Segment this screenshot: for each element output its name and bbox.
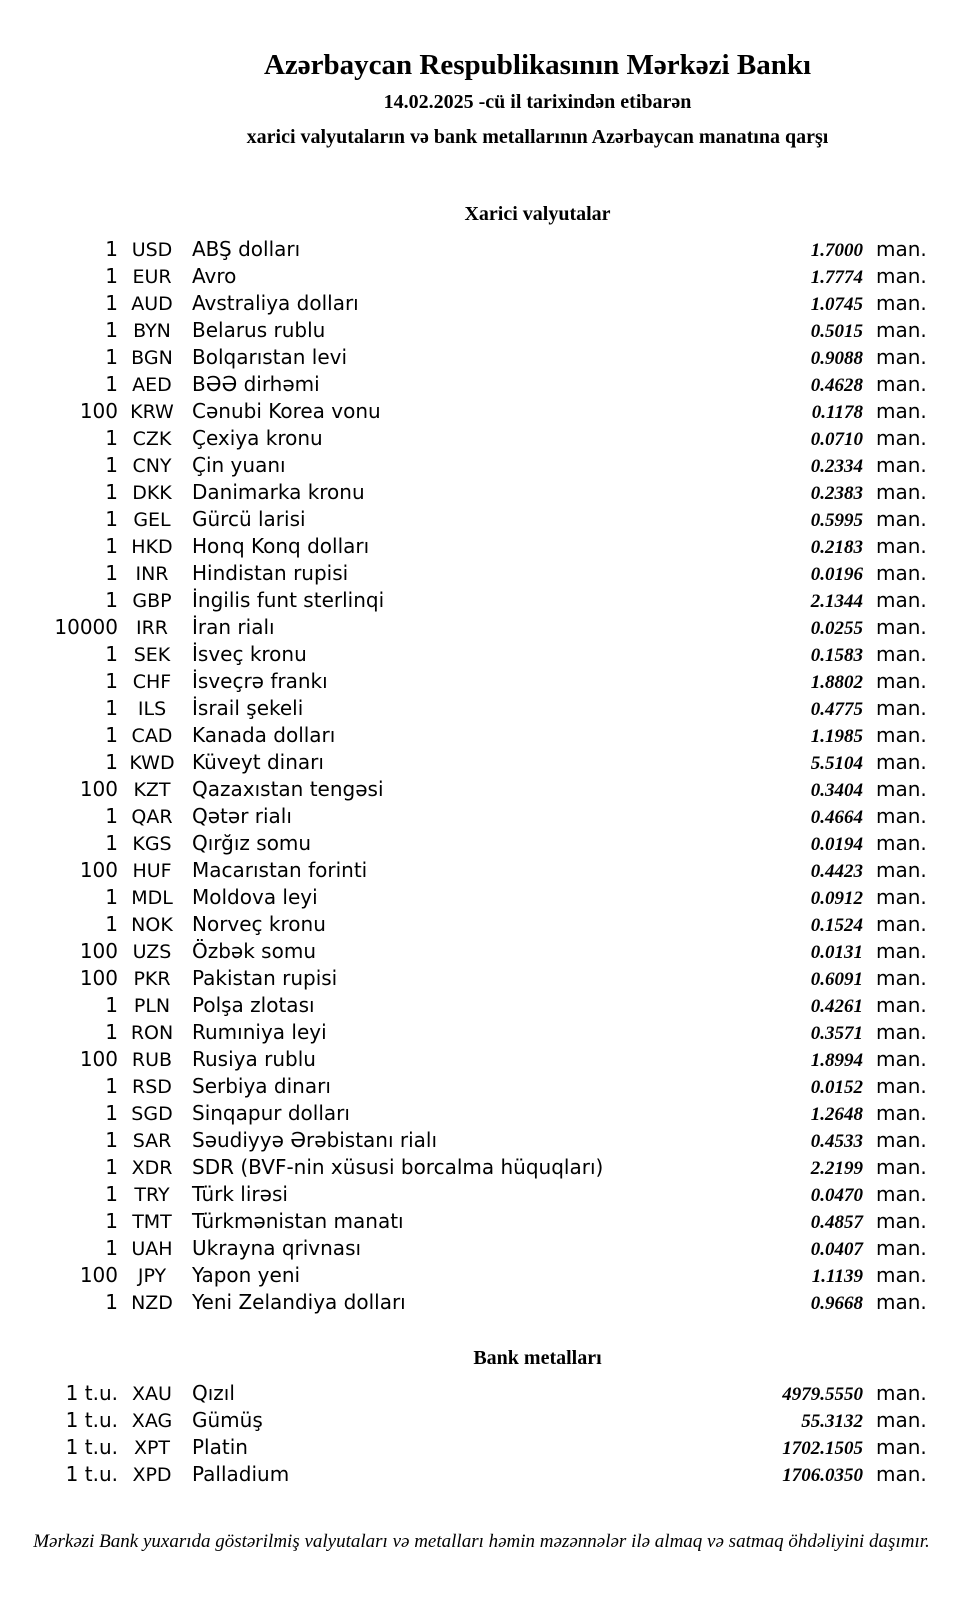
manat-unit-label: man. [876,1020,927,1044]
rate-value: 1.1139 [811,1266,863,1287]
currency-name: Rumıniya leyi [192,1020,327,1044]
rate-value: 1.8994 [810,1050,863,1071]
rate-value: 0.0131 [810,942,863,963]
rate-value: 0.1583 [810,645,863,666]
rate-value: 1706.0350 [782,1465,863,1486]
quantity-value: 1 [105,1101,118,1125]
currency-name: ABŞ dolları [192,237,301,261]
currency-code: RSD [132,1076,172,1098]
rate-value: 0.1524 [810,915,863,936]
metals-section-heading: Bank metalları [473,1347,602,1369]
rate-row [0,452,928,479]
quantity-value: 100 [79,399,118,423]
currency-code: SEK [133,644,171,666]
currency-code: KWD [129,752,175,774]
currency-code: EUR [132,266,172,288]
currency-code: HUF [132,860,172,882]
rate-value: 0.4261 [810,996,863,1017]
quantity-value: 1 t.u. [65,1381,118,1405]
rate-row [0,803,928,830]
rate-row [0,614,928,641]
manat-unit-label: man. [876,426,927,450]
currency-code: RON [130,1022,174,1044]
currency-code: MDL [131,887,173,909]
currency-name: Səudiyyə Ərəbistanı rialı [192,1128,438,1152]
manat-unit-label: man. [876,1209,927,1233]
currency-name: Macarıstan forinti [192,858,368,882]
currency-code: PLN [133,995,171,1017]
rate-row [0,1407,928,1434]
currency-name: Gürcü larisi [192,507,306,531]
manat-unit-label: man. [876,264,927,288]
quantity-value: 1 [105,426,118,450]
quantity-value: 100 [79,966,118,990]
manat-unit-label: man. [876,669,927,693]
rate-row [0,992,928,1019]
currency-name: Danimarka kronu [192,480,365,504]
quantity-value: 1 [105,1182,118,1206]
manat-unit-label: man. [876,1074,927,1098]
currency-name: Ukrayna qrivnası [192,1236,362,1260]
rate-value: 0.0194 [810,834,863,855]
currency-name: BƏƏ dirhəmi [192,372,320,396]
rate-value: 1.2648 [810,1104,863,1125]
quantity-value: 1 [105,588,118,612]
currency-name: Yapon yeni [192,1263,301,1287]
rate-value: 2.2199 [810,1158,863,1179]
currency-name: Norveç kronu [192,912,326,936]
currency-name: Qətər rialı [192,804,292,828]
currency-name: İsveç kronu [192,642,307,666]
quantity-value: 100 [79,1047,118,1071]
rate-row [0,1289,928,1316]
currency-name: İran rialı [192,615,275,639]
manat-unit-label: man. [876,966,927,990]
rate-value: 0.9088 [810,348,863,369]
currencies-section-heading: Xarici valyutalar [464,203,611,225]
currency-name: Sinqapur dolları [192,1101,350,1125]
manat-unit-label: man. [876,750,927,774]
manat-unit-label: man. [876,237,927,261]
manat-unit-label: man. [876,1462,927,1486]
quantity-value: 1 [105,831,118,855]
rate-row [0,425,928,452]
rate-row [0,1154,928,1181]
quantity-value: 1 [105,534,118,558]
quantity-value: 10000 [54,615,118,639]
manat-unit-label: man. [876,1128,927,1152]
disclaimer-text: Mərkəzi Bank yuxarıda göstərilmiş valyutaları və metalları həmin məzənnələr ilə almaq və satmaq öhdəliyini daşımır. [33,1531,930,1552]
rate-row [0,830,928,857]
quantity-value: 1 [105,480,118,504]
manat-unit-label: man. [876,507,927,531]
currency-code: XAG [131,1410,173,1432]
quantity-value: 1 [105,291,118,315]
rate-row [0,1100,928,1127]
currency-name: Türkmənistan manatı [192,1209,404,1233]
rate-row [0,317,928,344]
currency-code: AED [132,374,172,396]
rate-row [0,479,928,506]
currency-code: IRR [135,617,168,639]
rate-value: 0.1178 [811,402,863,423]
quantity-value: 1 [105,723,118,747]
currency-code: UZS [132,941,172,963]
currency-name: Moldova leyi [192,885,318,909]
rate-value: 0.4533 [810,1131,863,1152]
currency-name: Hindistan rupisi [192,561,349,585]
currency-name: Çexiya kronu [192,426,323,450]
currency-name: Serbiya dinarı [192,1074,331,1098]
rate-value: 0.2383 [810,483,863,504]
rate-value: 0.4775 [810,699,863,720]
manat-unit-label: man. [876,1236,927,1260]
rate-value: 1702.1505 [782,1438,863,1459]
rate-row [0,1073,928,1100]
manat-unit-label: man. [876,858,927,882]
currency-name: Palladium [192,1462,290,1486]
rate-value: 55.3132 [801,1411,863,1432]
currency-name: Platin [192,1435,248,1459]
quantity-value: 1 [105,507,118,531]
quantity-value: 1 [105,804,118,828]
rate-row [0,1019,928,1046]
currency-name: Rusiya rublu [192,1047,316,1071]
currency-code: TMT [132,1211,172,1233]
rate-row [0,1046,928,1073]
manat-unit-label: man. [876,399,927,423]
rate-row [0,749,928,776]
quantity-value: 100 [79,777,118,801]
currency-name: Pakistan rupisi [192,966,338,990]
rate-row [0,776,928,803]
currency-code: BYN [133,320,171,342]
manat-unit-label: man. [876,1263,927,1287]
quantity-value: 1 [105,1236,118,1260]
currency-name: SDR (BVF-nin xüsusi borcalma hüquqları) [192,1155,604,1179]
rate-value: 0.2334 [810,456,863,477]
currency-code: CZK [132,428,172,450]
manat-unit-label: man. [876,588,927,612]
currency-code: XPT [133,1437,171,1459]
rate-value: 0.6091 [810,969,863,990]
rate-value: 0.0255 [810,618,863,639]
quantity-value: 1 [105,885,118,909]
currency-code: KZT [133,779,171,801]
rate-row [0,290,928,317]
rate-row [0,1181,928,1208]
rate-value: 0.4423 [810,861,863,882]
rate-value: 1.7000 [810,240,863,261]
rate-value: 0.5015 [810,321,863,342]
rate-value: 2.1344 [810,591,863,612]
rate-value: 0.4664 [810,807,863,828]
rate-row [0,938,928,965]
quantity-value: 1 [105,750,118,774]
quantity-value: 1 [105,1128,118,1152]
quantity-value: 1 t.u. [65,1462,118,1486]
manat-unit-label: man. [876,885,927,909]
currency-name: Avro [192,264,237,288]
rate-row [0,722,928,749]
currency-code: XDR [131,1157,173,1179]
rate-row [0,533,928,560]
currency-code: UAH [131,1238,173,1260]
rate-row [0,587,928,614]
manat-unit-label: man. [876,1381,927,1405]
currency-code: QAR [131,806,173,828]
quantity-value: 1 [105,669,118,693]
rate-row [0,1434,928,1461]
currency-name: Küveyt dinarı [192,750,324,774]
currency-code: SAR [132,1130,172,1152]
manat-unit-label: man. [876,291,927,315]
currency-code: XPD [132,1464,172,1486]
manat-unit-label: man. [876,1047,927,1071]
manat-unit-label: man. [876,561,927,585]
manat-unit-label: man. [876,480,927,504]
quantity-value: 100 [79,939,118,963]
manat-unit-label: man. [876,345,927,369]
manat-unit-label: man. [876,912,927,936]
currency-code: CAD [131,725,173,747]
currency-code: XAU [132,1383,172,1405]
currency-name: İsrail şekeli [192,696,304,720]
manat-unit-label: man. [876,1408,927,1432]
rate-value: 0.0470 [810,1185,863,1206]
quantity-value: 1 [105,1290,118,1314]
currency-code: NOK [131,914,173,936]
currencies-table [0,236,928,1316]
manat-unit-label: man. [876,372,927,396]
rate-row [0,884,928,911]
currency-name: Türk lirəsi [192,1182,288,1206]
rate-value: 0.4857 [810,1212,863,1233]
rate-value: 1.7774 [810,267,863,288]
currency-code: USD [131,239,173,261]
quantity-value: 1 [105,993,118,1017]
rate-row [0,695,928,722]
manat-unit-label: man. [876,615,927,639]
rate-row [0,911,928,938]
manat-unit-label: man. [876,696,927,720]
manat-unit-label: man. [876,993,927,1017]
metals-table [0,1380,928,1488]
manat-unit-label: man. [876,939,927,963]
quantity-value: 1 [105,696,118,720]
rate-value: 5.5104 [810,753,863,774]
rate-value: 4979.5550 [782,1384,863,1405]
page-subtitle: xarici valyutaların və bank metallarının Azərbaycan manatına qarşı [246,126,829,148]
quantity-value: 1 [105,453,118,477]
currency-name: Polşa zlotası [192,993,315,1017]
currency-code: SGD [131,1103,173,1125]
currency-code: NZD [131,1292,173,1314]
currency-code: PKR [133,968,171,990]
rate-value: 1.1985 [810,726,863,747]
rate-value: 0.2183 [810,537,863,558]
rate-row [0,1127,928,1154]
currency-code: KRW [130,401,174,423]
currency-code: GBP [132,590,172,612]
rate-row [0,965,928,992]
currency-name: Qızıl [192,1381,235,1405]
currency-name: Honq Konq dolları [192,534,370,558]
currency-code: ILS [137,698,167,720]
quantity-value: 1 [105,237,118,261]
manat-unit-label: man. [876,1155,927,1179]
currency-code: RUB [131,1049,173,1071]
quantity-value: 100 [79,858,118,882]
manat-unit-label: man. [876,1435,927,1459]
rate-row [0,1461,928,1488]
currency-name: İsveçrə frankı [192,669,328,693]
manat-unit-label: man. [876,453,927,477]
rate-value: 0.3571 [810,1023,863,1044]
rate-value: 0.0196 [810,564,863,585]
quantity-value: 1 [105,345,118,369]
rate-row [0,1208,928,1235]
manat-unit-label: man. [876,777,927,801]
manat-unit-label: man. [876,318,927,342]
currency-name: Çin yuanı [192,453,286,477]
rate-value: 1.0745 [810,294,863,315]
quantity-value: 1 [105,1209,118,1233]
quantity-value: 1 [105,912,118,936]
rate-value: 0.0710 [810,429,863,450]
manat-unit-label: man. [876,723,927,747]
page-title: Azərbaycan Respublikasının Mərkəzi Bankı [263,49,812,81]
rate-row [0,398,928,425]
quantity-value: 1 [105,318,118,342]
currency-code: KGS [132,833,172,855]
rate-row [0,641,928,668]
currency-name: Cənubi Korea vonu [192,399,381,423]
currency-code: GEL [133,509,171,531]
currency-code: DKK [132,482,172,504]
quantity-value: 1 [105,264,118,288]
rate-row [0,344,928,371]
manat-unit-label: man. [876,831,927,855]
quantity-value: 1 [105,1020,118,1044]
quantity-value: 1 t.u. [65,1435,118,1459]
rate-row [0,263,928,290]
manat-unit-label: man. [876,804,927,828]
currency-code: INR [135,563,169,585]
manat-unit-label: man. [876,642,927,666]
currency-name: İngilis funt sterlinqi [192,588,385,612]
rate-row [0,857,928,884]
currency-name: Bolqarıstan levi [192,345,348,369]
currency-code: BGN [131,347,173,369]
rate-value: 1.8802 [810,672,863,693]
rate-row [0,668,928,695]
currency-name: Avstraliya dolları [192,291,359,315]
rate-value: 0.9668 [810,1293,863,1314]
rate-row [0,1380,928,1407]
currency-name: Kanada dolları [192,723,336,747]
currency-code: CHF [132,671,172,693]
rate-row [0,1235,928,1262]
currency-name: Yeni Zelandiya dolları [192,1290,406,1314]
rate-row [0,560,928,587]
currency-name: Qazaxıstan tengəsi [192,777,384,801]
quantity-value: 1 [105,642,118,666]
quantity-value: 100 [79,1263,118,1287]
currency-name: Qırğız somu [192,831,312,855]
quantity-value: 1 [105,561,118,585]
currency-code: TRY [134,1184,170,1206]
rate-value: 0.0152 [810,1077,863,1098]
manat-unit-label: man. [876,1101,927,1125]
currency-code: AUD [131,293,173,315]
effective-date-line: 14.02.2025 -cü il tarixindən etibarən [383,91,692,113]
currency-code: HKD [131,536,173,558]
rate-row [0,236,928,263]
manat-unit-label: man. [876,1182,927,1206]
currency-name: Gümüş [192,1408,263,1432]
quantity-value: 1 t.u. [65,1408,118,1432]
rate-value: 0.4628 [810,375,863,396]
manat-unit-label: man. [876,534,927,558]
quantity-value: 1 [105,1155,118,1179]
rate-row [0,371,928,398]
rate-value: 0.0912 [810,888,863,909]
currency-name: Özbək somu [192,939,316,963]
currency-name: Belarus rublu [192,318,326,342]
quantity-value: 1 [105,1074,118,1098]
rate-value: 0.0407 [810,1239,863,1260]
rate-row [0,506,928,533]
manat-unit-label: man. [876,1290,927,1314]
currency-code: JPY [137,1265,167,1287]
currency-code: CNY [132,455,172,477]
rate-value: 0.3404 [810,780,863,801]
quantity-value: 1 [105,372,118,396]
rate-row [0,1262,928,1289]
rate-value: 0.5995 [810,510,863,531]
